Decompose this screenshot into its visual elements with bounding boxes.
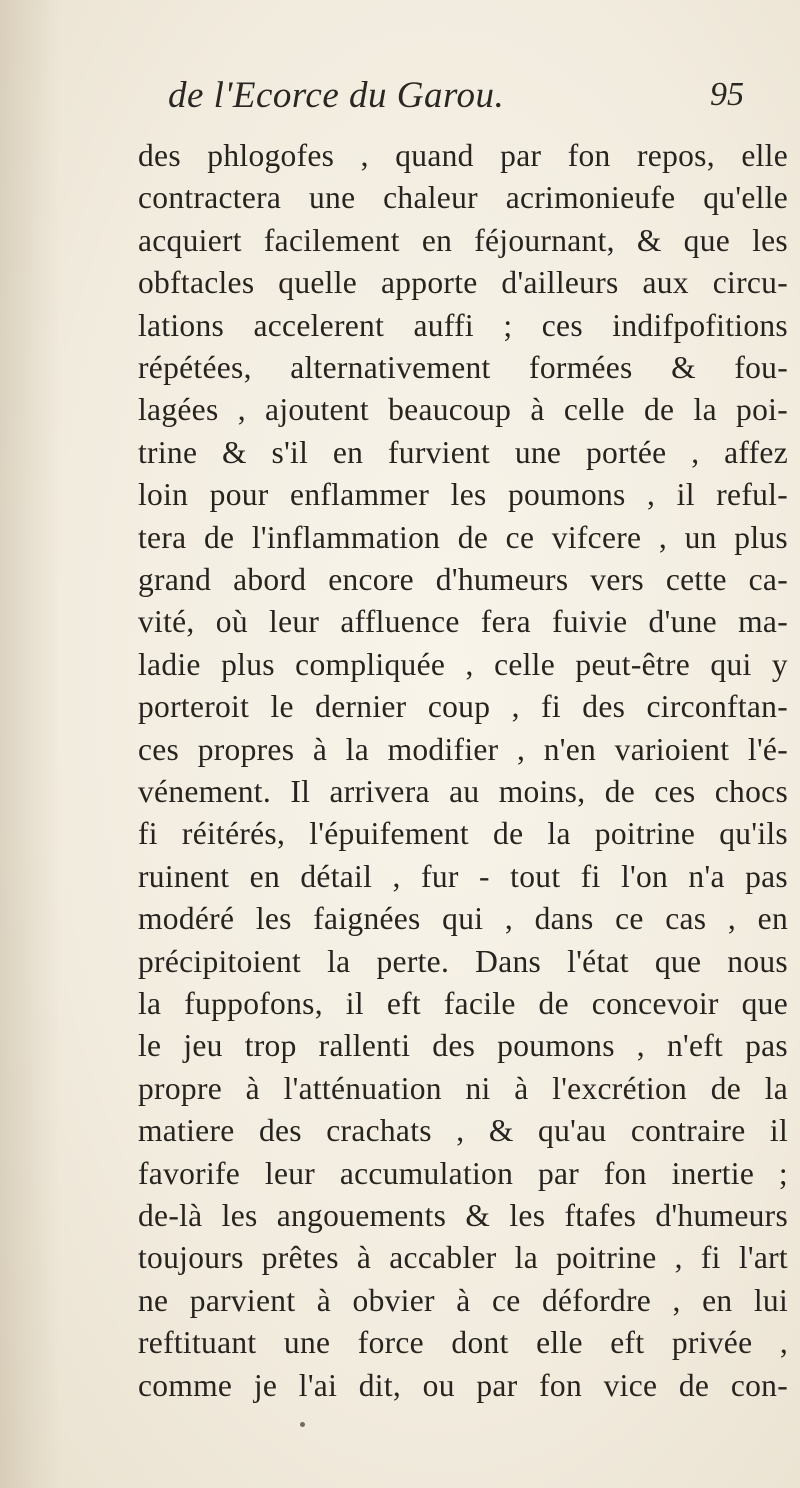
page-number: 95 [710,76,744,113]
text-line: lations accelerent auffi ; ces indifpofitions [138,307,788,343]
text-line: vité, où leur affluence fera fuivie d'une ma- [138,604,788,640]
text-line: vénement. Il arrivera au moins, de ces chocs [138,774,788,809]
text-line: fi réitérés, l'épuifement de la poitrine qu'ils [138,816,788,852]
text-line: acquiert facilement en féjournant, & que les [138,222,788,258]
text-line: des phlogofes , quand par fon repos, elle [138,138,788,173]
text-line: matiere des crachats , & qu'au contraire il [138,1113,788,1149]
text-line: ladie plus compliquée , celle peut-être qui y [138,646,788,682]
text-line: précipitoient la perte. Dans l'état que nous [138,943,788,979]
text-line: la fuppofons, il eft facile de concevoir que [138,986,788,1021]
text-line: propre à l'atténuation ni à l'excrétion de la [138,1070,788,1106]
running-title: de l'Ecorce du Garou. [168,75,505,116]
text-line: de-là les angouements & les ftafes d'humeurs [138,1198,788,1233]
text-line: contractera une chaleur acrimonieufe qu'elle [138,180,788,216]
text-line: répétées, alternativement formées & fou- [138,350,788,385]
text-line: porteroit le dernier coup , fi des circonftan- [138,689,788,725]
text-line: ne parvient à obvier à ce défordre , en lui [138,1282,788,1318]
page-edge-shadow [0,0,60,1488]
text-line: comme je l'ai dit, ou par fon vice de con- [138,1367,788,1403]
text-line: favorife leur accumulation par fon inertie ; [138,1155,788,1191]
text-line: reftituant une force dont elle eft privée , [138,1325,788,1361]
text-line: le jeu trop rallenti des poumons , n'eft pas [138,1028,788,1064]
text-line: trine & s'il en furvient une portée , affez [138,434,788,470]
text-line: obftacles quelle apporte d'ailleurs aux circu- [138,265,788,301]
text-line: tera de l'inflammation de ce vifcere , un plus [138,519,788,555]
text-line: ces propres à la modifier , n'en varioient l'é- [138,731,788,767]
text-line: loin pour enflammer les poumons , il reful- [138,477,788,513]
text-line: toujours prêtes à accabler la poitrine , fi l'art [138,1240,788,1276]
ink-speck [300,1422,305,1427]
text-line: ruinent en détail , fur - tout fi l'on n'a pas [138,858,788,894]
text-line: modéré les faignées qui , dans ce cas , en [138,901,788,937]
page-header [0,74,800,134]
text-line: grand abord encore d'humeurs vers cette ca- [138,562,788,597]
text-line: lagées , ajoutent beaucoup à celle de la poi- [138,392,788,428]
